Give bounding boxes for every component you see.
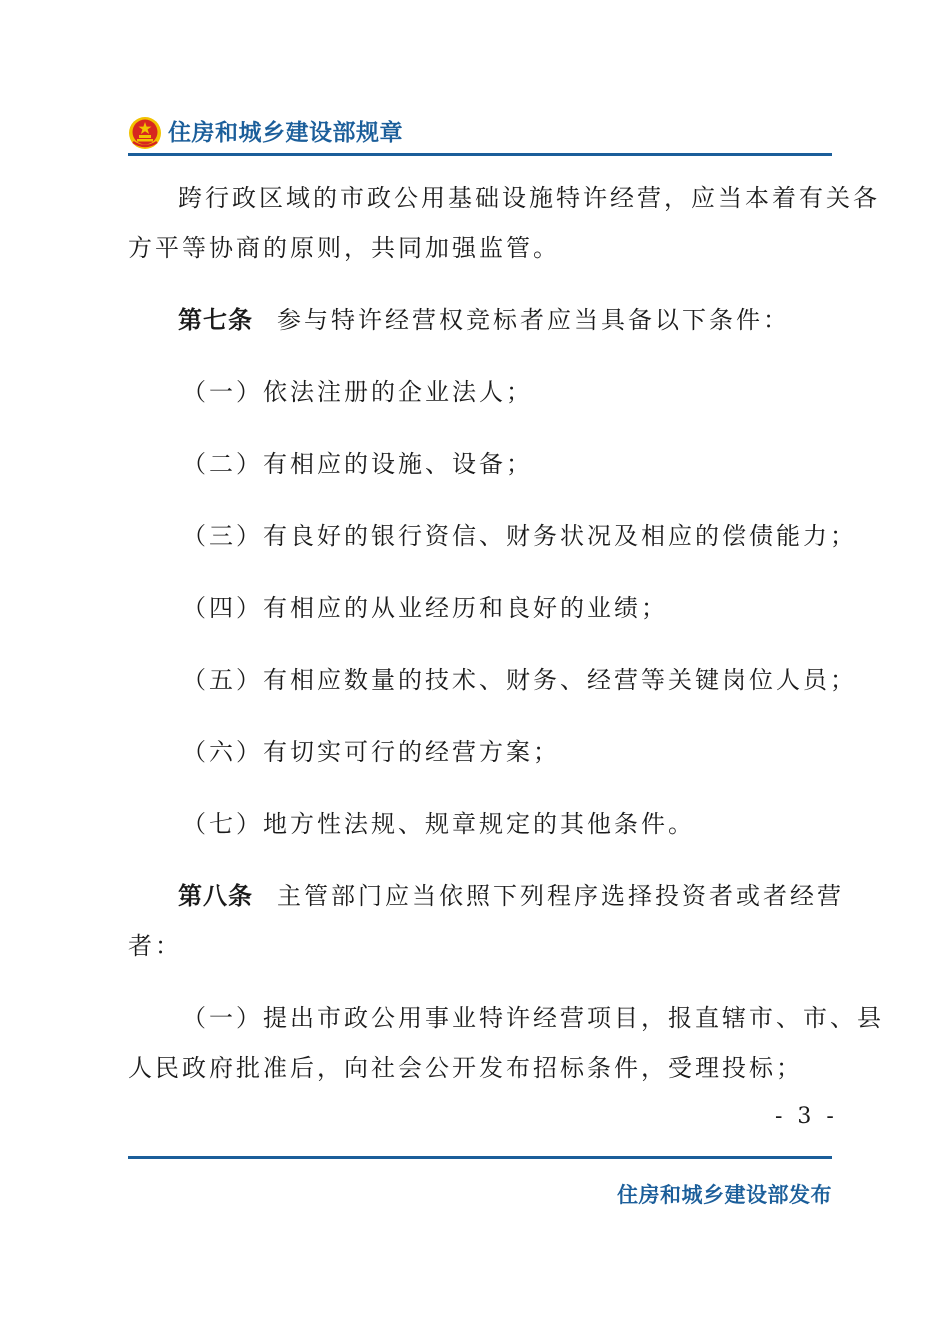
article-7-paragraph bbox=[178, 304, 790, 336]
article-7-heading: 第七条 bbox=[178, 306, 253, 334]
article-7-text: 参与特许经营权竞标者应当具备以下条件： bbox=[277, 306, 790, 334]
article-8-item-1-line-1: （一）提出市政公用事业特许经营项目，报直辖市、市、县 bbox=[182, 1004, 884, 1032]
article-7-item-4: （四）有相应的从业经历和良好的业绩； bbox=[182, 594, 668, 622]
paragraph-cross-region-line-2: 方平等协商的原则，共同加强监管。 bbox=[128, 234, 560, 262]
footer-divider bbox=[128, 1156, 832, 1159]
national-emblem-icon bbox=[128, 116, 162, 150]
footer-publisher: 住房和城乡建设部发布 bbox=[617, 1183, 832, 1207]
article-8-text-line-1: 主管部门应当依照下列程序选择投资者或者经营 bbox=[277, 882, 844, 910]
header-title: 住房和城乡建设部规章 bbox=[168, 120, 403, 146]
article-7-item-1: （一）依法注册的企业法人； bbox=[182, 378, 533, 406]
article-8-text-line-2: 者： bbox=[128, 932, 182, 960]
article-8-item-1-line-2: 人民政府批准后，向社会公开发布招标条件，受理投标； bbox=[128, 1054, 803, 1082]
article-7-item-2: （二）有相应的设施、设备； bbox=[182, 450, 533, 478]
page-header bbox=[128, 114, 832, 154]
header-divider bbox=[128, 153, 832, 156]
article-7-item-3: （三）有良好的银行资信、财务状况及相应的偿债能力； bbox=[182, 522, 857, 550]
article-7-item-7: （七）地方性法规、规章规定的其他条件。 bbox=[182, 810, 695, 838]
article-7-item-6: （六）有切实可行的经营方案； bbox=[182, 738, 560, 766]
article-7-item-5: （五）有相应数量的技术、财务、经营等关键岗位人员； bbox=[182, 666, 857, 694]
paragraph-cross-region-line-1: 跨行政区域的市政公用基础设施特许经营，应当本着有关各 bbox=[178, 184, 880, 212]
article-8-heading: 第八条 bbox=[178, 882, 253, 910]
page-number: - 3 - bbox=[775, 1104, 838, 1129]
article-8-paragraph bbox=[178, 880, 844, 912]
